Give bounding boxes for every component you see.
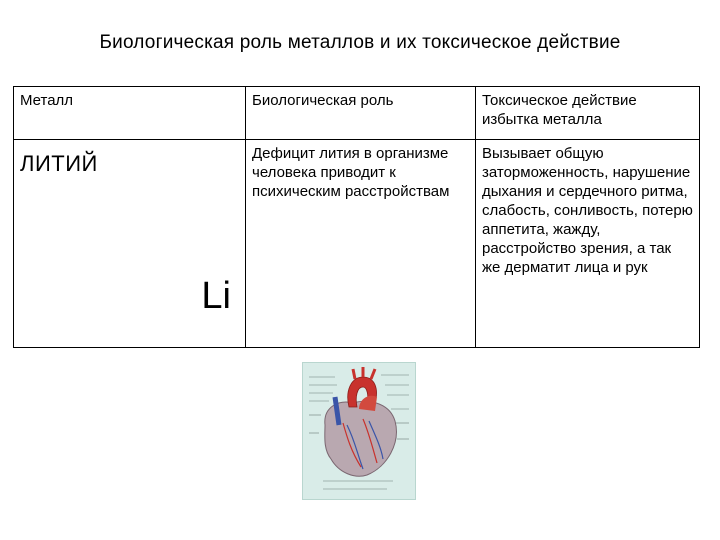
header-toxic-effect: Токсическое действие избытка металла [476,87,700,140]
metal-symbol: Li [201,275,231,317]
biological-role-cell: Дефицит лития в организме человека приводит к психическим расстройствам [246,140,476,348]
heart-icon [303,363,415,499]
toxic-effect-cell: Вызывает общую заторможенность, нарушение дыхания и сердечного ритма, слабость, сонливость, потерю аппетита, жажду, расстройство зрения, а так же дерматит лица и рук [476,140,700,348]
metal-name: ЛИТИЙ [20,151,98,176]
heart-illustration [302,362,416,500]
table-row [14,140,700,348]
header-metal: Металл [14,87,246,140]
metals-table [13,86,700,348]
metal-cell [14,140,246,348]
header-biological-role: Биологическая роль [246,87,476,140]
slide-title: Биологическая роль металлов и их токсическое действие [99,32,621,53]
table-header-row [14,87,700,140]
